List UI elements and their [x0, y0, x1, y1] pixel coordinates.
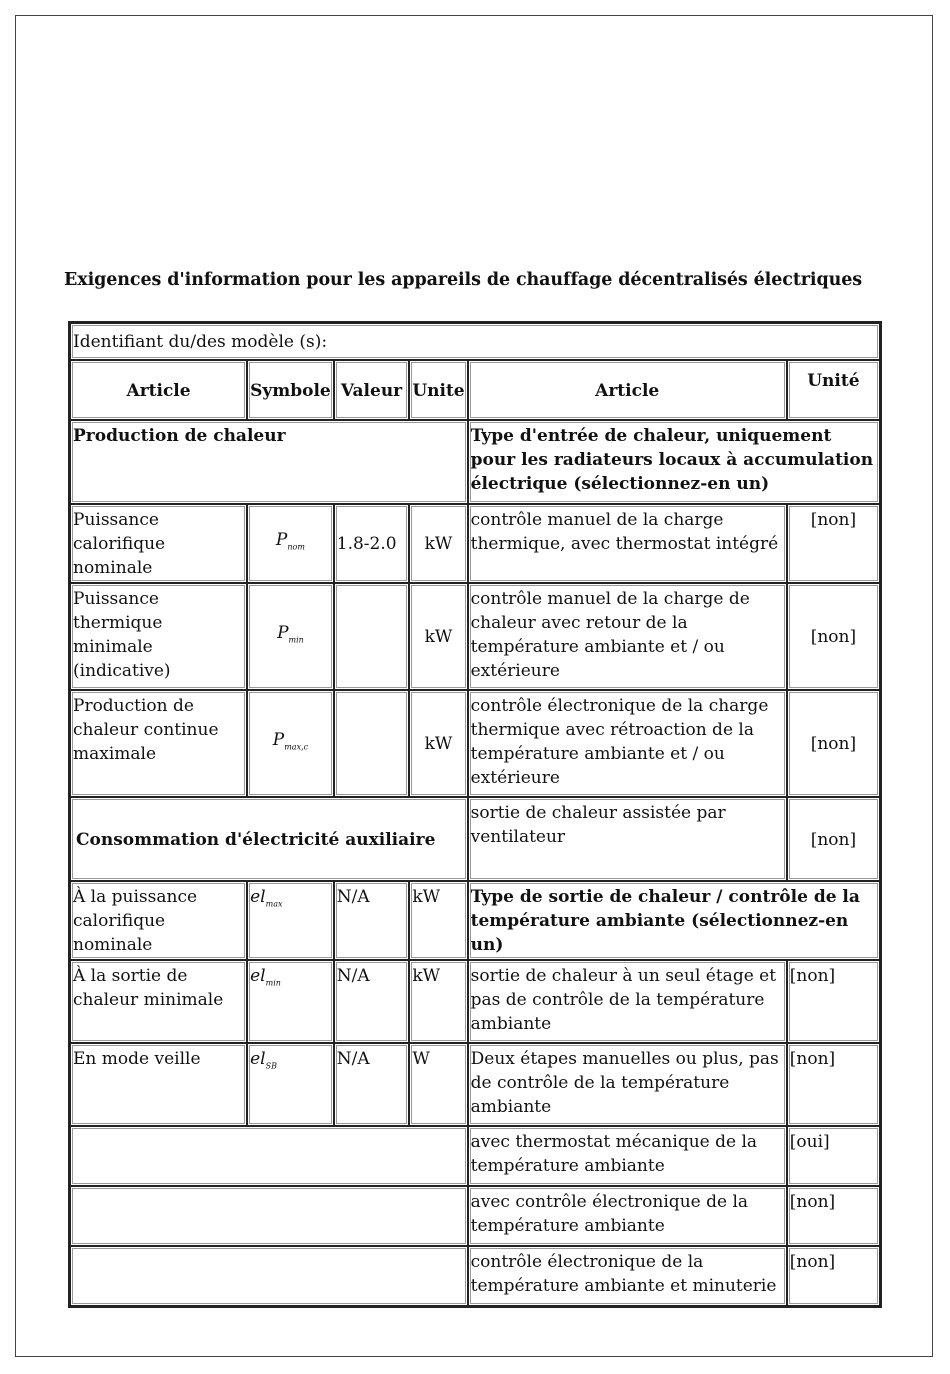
- row-unit: kW: [409, 583, 467, 690]
- table-row: [70, 1186, 880, 1246]
- row-right-value: [non]: [787, 690, 880, 797]
- empty-cell: [70, 1246, 468, 1306]
- row-right-value: [non]: [787, 1246, 880, 1306]
- section-row: [70, 797, 880, 881]
- row-unit: kW: [409, 504, 467, 583]
- row-symbol: $P_{min}$: [247, 583, 334, 690]
- row-article: En mode veille: [70, 1043, 247, 1126]
- row-right-article: avec contrôle électronique de la température ambiante: [468, 1186, 787, 1246]
- header-symbole: Symbole: [247, 360, 334, 420]
- header-article: Article: [70, 360, 247, 420]
- row-unit: kW: [409, 881, 467, 960]
- empty-cell: [70, 1126, 468, 1186]
- row-symbol: $el_{max}$: [247, 881, 334, 960]
- table-row: [70, 881, 880, 960]
- row-value: N/A: [334, 881, 410, 960]
- row-right-value: [non]: [787, 1186, 880, 1246]
- row-unit: W: [409, 1043, 467, 1126]
- row-right-value: [non]: [787, 797, 880, 881]
- row-right-value: [oui]: [787, 1126, 880, 1186]
- row-right-article: avec thermostat mécanique de la température ambiante: [468, 1126, 787, 1186]
- row-right-article: Deux étapes manuelles ou plus, pas de contrôle de la température ambiante: [468, 1043, 787, 1126]
- row-symbol: $P_{nom}$: [247, 504, 334, 583]
- header-unite: Unite: [409, 360, 467, 420]
- table-row: [70, 1126, 880, 1186]
- table-row: [70, 504, 880, 583]
- row-article: Puissance calorifique nominale: [70, 504, 247, 583]
- header-article-right: Article: [468, 360, 787, 420]
- row-symbol: $el_{min}$: [247, 960, 334, 1043]
- header-valeur: Valeur: [334, 360, 410, 420]
- row-article: À la sortie de chaleur minimale: [70, 960, 247, 1043]
- information-requirements-table: [68, 321, 882, 1308]
- row-right-article: contrôle manuel de la charge thermique, avec thermostat intégré: [468, 504, 787, 583]
- row-unit: kW: [409, 690, 467, 797]
- table-row: [70, 690, 880, 797]
- row-value: [334, 690, 410, 797]
- row-right-value: [non]: [787, 1043, 880, 1126]
- row-value: N/A: [334, 1043, 410, 1126]
- row-right-value: [non]: [787, 583, 880, 690]
- row-right-article: contrôle électronique de la charge thermique avec rétroaction de la température ambiante et / ou extérieure: [468, 690, 787, 797]
- row-unit: kW: [409, 960, 467, 1043]
- row-right-value: [non]: [787, 504, 880, 583]
- table-row: [70, 1043, 880, 1126]
- row-right-article: sortie de chaleur à un seul étage et pas de contrôle de la température ambiante: [468, 960, 787, 1043]
- table-row: [70, 583, 880, 690]
- row-right-article: contrôle manuel de la charge de chaleur avec retour de la température ambiante et / ou extérieure: [468, 583, 787, 690]
- table-row: [70, 960, 880, 1043]
- row-right-value: [non]: [787, 960, 880, 1043]
- row-right-article: contrôle électronique de la température ambiante et minuterie: [468, 1246, 787, 1306]
- table-row: [70, 323, 880, 360]
- row-value: N/A: [334, 960, 410, 1043]
- row-symbol: $el_{SB}$: [247, 1043, 334, 1126]
- section-row: [70, 420, 880, 504]
- empty-cell: [70, 1186, 468, 1246]
- document-title: Exigences d'information pour les appareils de chauffage décentralisés électriques: [64, 270, 863, 290]
- row-value: [334, 583, 410, 690]
- row-article: Puissance thermique minimale (indicative): [70, 583, 247, 690]
- section-input-type: Type d'entrée de chaleur, uniquement pour les radiateurs locaux à accumulation électrique (sélectionnez-en un): [468, 420, 880, 504]
- row-article: À la puissance calorifique nominale: [70, 881, 247, 960]
- row-article: Production de chaleur continue maximale: [70, 690, 247, 797]
- header-row: [70, 360, 880, 420]
- row-value: 1.8-2.0: [334, 504, 410, 583]
- table-row: [70, 1246, 880, 1306]
- section-auxiliary: Consommation d'électricité auxiliaire: [70, 797, 468, 881]
- section-output-type: Type de sortie de chaleur / contrôle de la température ambiante (sélectionnez-en un): [468, 881, 880, 960]
- header-unite-right: Unité: [787, 360, 880, 420]
- row-symbol: $P_{max,c}$: [247, 690, 334, 797]
- row-right-article: sortie de chaleur assistée par ventilateur: [468, 797, 787, 881]
- model-identifier-cell: Identifiant du/des modèle (s):: [70, 323, 880, 360]
- section-production: Production de chaleur: [70, 420, 468, 504]
